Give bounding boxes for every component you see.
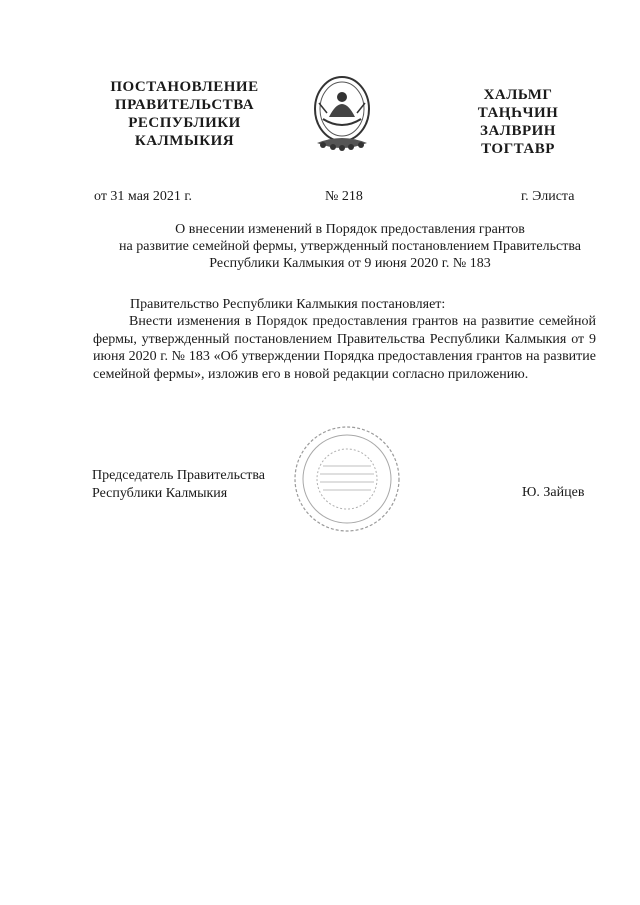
title-line-1: О внесении изменений в Порядок предоставления грантов	[175, 222, 525, 237]
header-right-line-1: ХАЛЬМГ	[483, 87, 553, 103]
header-left-line-2: ПРАВИТЕЛЬСТВА	[114, 97, 255, 113]
document-city: г. Элиста	[521, 189, 575, 204]
signatory-position-line-2: Республики Калмыкия	[92, 486, 228, 501]
kalmykia-coat-of-arms-icon	[309, 73, 375, 159]
header-left-title	[92, 78, 277, 150]
copy-verified-stamp-icon	[287, 424, 407, 534]
header-right-title	[448, 86, 588, 158]
signatory-position	[92, 467, 265, 503]
title-line-3: Республики Калмыкия от 9 июня 2020 г. № 183	[209, 256, 491, 271]
header-right-line-2: ТАҢҺЧИН	[477, 105, 559, 121]
document-title	[100, 221, 600, 272]
document-date: от 31 мая 2021 г.	[94, 189, 193, 204]
header-right-line-4: ТОГТАВР	[481, 141, 555, 157]
resolution-paragraph: Внести изменения в Порядок предоставления грантов на развитие семейной фермы, утвержденный постановлением Правительства Республики Калмыкия от 9 июня 2020 г. № 183 «Об утверждении Порядка предоставления грантов на развитие семейной фермы», изложив его в новой редакции согласно приложению.	[93, 314, 596, 382]
resolution-intro: Правительство Республики Калмыкия постановляет:	[130, 297, 446, 312]
header-left-line-4: КАЛМЫКИЯ	[134, 133, 235, 149]
document-number: № 218	[325, 189, 363, 204]
signatory-position-line-1: Председатель Правительства	[92, 468, 265, 483]
header-left-line-3: РЕСПУБЛИКИ	[128, 115, 241, 131]
header-right-line-3: ЗАЛВРИН	[480, 123, 556, 139]
title-line-2: на развитие семейной фермы, утвержденный постановлением Правительства	[119, 239, 581, 254]
signatory-name: Ю. Зайцев	[522, 485, 585, 500]
header-left-line-1: ПОСТАНОВЛЕНИЕ	[110, 79, 259, 95]
